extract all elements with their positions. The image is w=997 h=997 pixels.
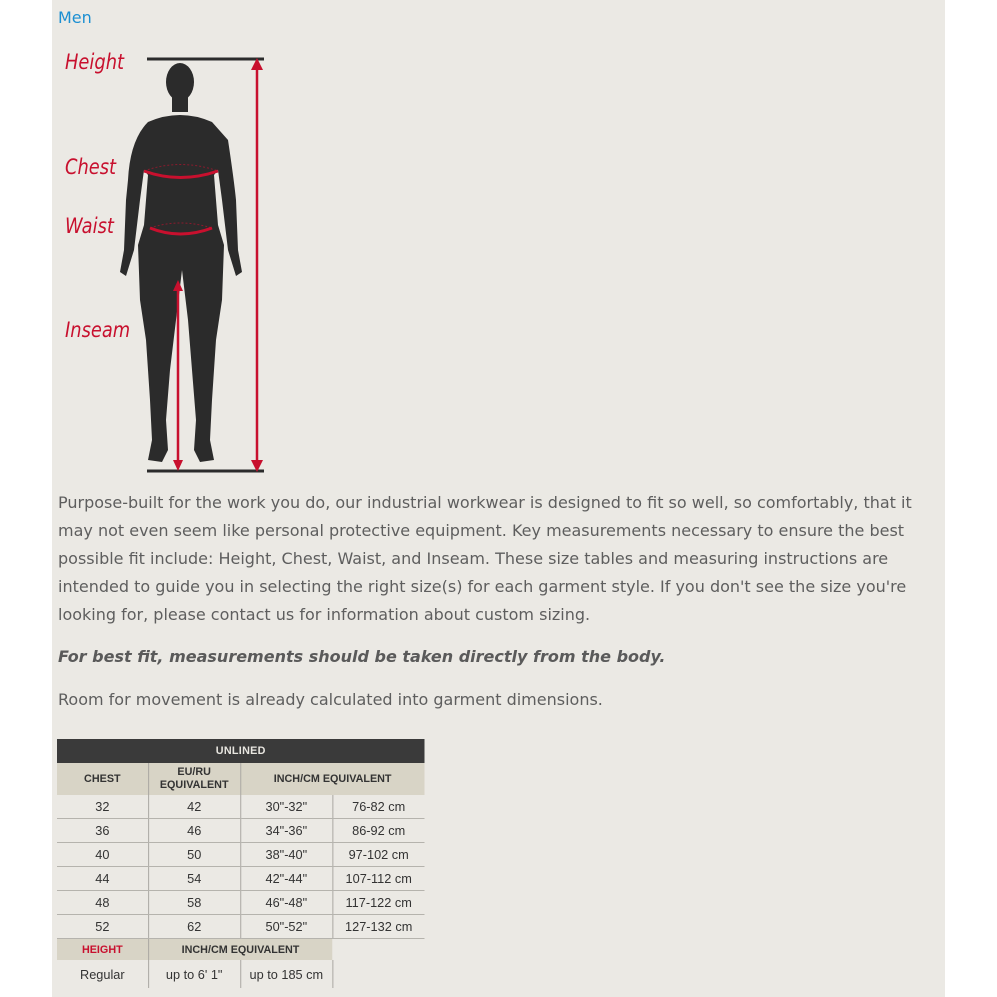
chest-cell: 52 — [57, 915, 148, 939]
room-note: Room for movement is already calculated into garment dimensions. — [58, 690, 603, 709]
body-silhouette-icon — [52, 40, 282, 485]
inch-cell: 38"-40" — [240, 843, 332, 867]
cm-cell: 117-122 cm — [332, 891, 424, 915]
chest-label: Chest — [65, 155, 117, 179]
inch-cell: 42"-44" — [240, 867, 332, 891]
empty-header-cell — [332, 939, 424, 961]
content-panel — [52, 0, 945, 997]
best-fit-note: For best fit, measurements should be taken directly from the body. — [58, 647, 666, 666]
cm-cell: 97-102 cm — [332, 843, 424, 867]
chest-cell: 40 — [57, 843, 148, 867]
chest-cell: 48 — [57, 891, 148, 915]
table-row — [57, 891, 425, 915]
height-cm-cell: up to 185 cm — [240, 960, 332, 988]
table-row — [57, 843, 425, 867]
height-header: HEIGHT — [57, 939, 148, 961]
inch-cm-header: INCH/CM EQUIVALENT — [240, 763, 424, 795]
inch-cell: 46"-48" — [240, 891, 332, 915]
chest-cell: 44 — [57, 867, 148, 891]
table-row — [57, 915, 425, 939]
inch-cell: 30"-32" — [240, 795, 332, 819]
height-inch-cm-header: INCH/CM EQUIVALENT — [148, 939, 332, 961]
eu-cell: 54 — [148, 867, 240, 891]
eu-cell: 46 — [148, 819, 240, 843]
empty-cell — [332, 960, 424, 988]
men-link[interactable]: Men — [58, 8, 92, 27]
table-row — [57, 795, 425, 819]
eu-cell: 42 — [148, 795, 240, 819]
eu-cell: 62 — [148, 915, 240, 939]
eu-cell: 50 — [148, 843, 240, 867]
table-row — [57, 867, 425, 891]
chest-header: CHEST — [57, 763, 148, 795]
height-label: Height — [65, 50, 125, 74]
height-row — [57, 960, 425, 988]
height-inch-cell: up to 6' 1" — [148, 960, 240, 988]
measurement-figure — [52, 40, 282, 485]
size-table — [57, 739, 425, 988]
inch-cell: 50"-52" — [240, 915, 332, 939]
cm-cell: 76-82 cm — [332, 795, 424, 819]
chest-cell: 36 — [57, 819, 148, 843]
eu-cell: 58 — [148, 891, 240, 915]
height-label-cell: Regular — [57, 960, 148, 988]
inseam-label: Inseam — [65, 318, 131, 342]
cm-cell: 86-92 cm — [332, 819, 424, 843]
waist-label: Waist — [65, 214, 114, 238]
table-row — [57, 819, 425, 843]
inch-cell: 34"-36" — [240, 819, 332, 843]
chest-cell: 32 — [57, 795, 148, 819]
intro-paragraph: Purpose-built for the work you do, our industrial workwear is designed to fit so well, so comfortably, that it may not even seem like personal protective equipment. Key measurements necessary to ensure the best possible fit include: Height, Chest, Waist, and Inseam. These size tables and measuring instructions are intended to guide you in selecting the right size(s) for each garment style. If you don't see the size you're looking for, please contact us for information about custom sizing. — [58, 493, 912, 624]
eu-ru-header: EU/RU EQUIVALENT — [148, 763, 240, 795]
cm-cell: 127-132 cm — [332, 915, 424, 939]
cm-cell: 107-112 cm — [332, 867, 424, 891]
table-title: UNLINED — [57, 739, 425, 763]
